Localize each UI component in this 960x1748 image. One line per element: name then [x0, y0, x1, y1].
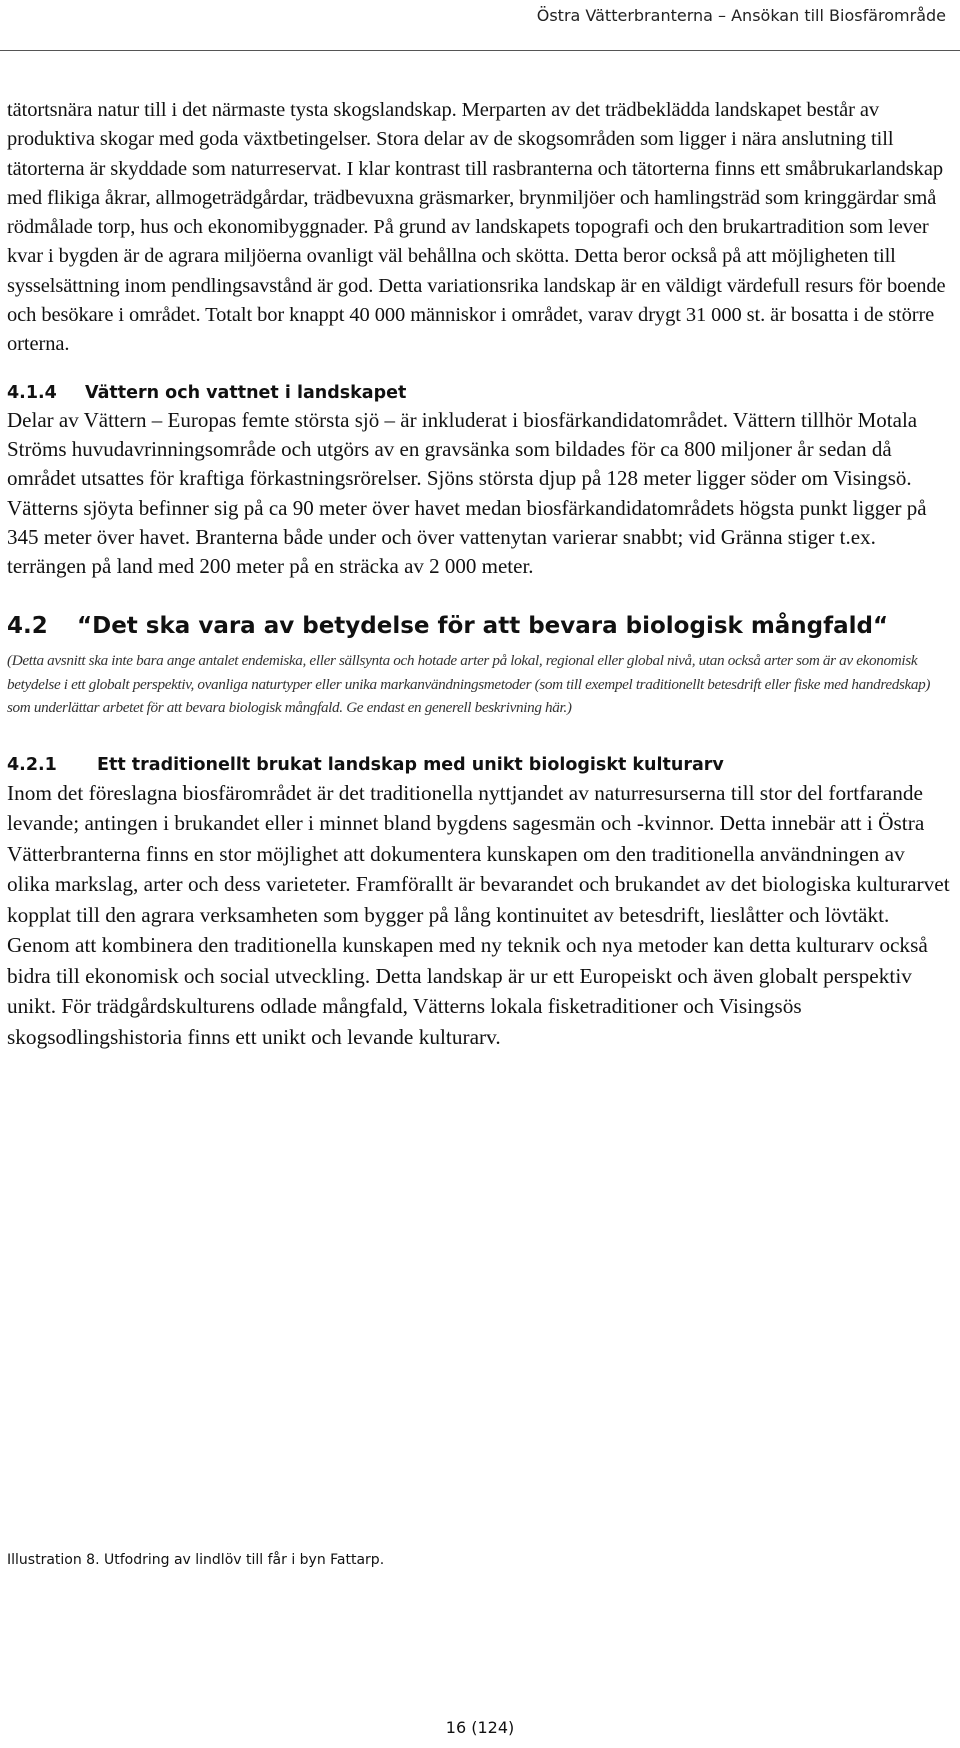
section-heading-4-2: [7, 609, 952, 643]
section-title: Vättern och vattnet i landskapet: [85, 382, 407, 403]
illustration-caption: Illustration 8. Utfodring av lindlöv till får i byn Fattarp.: [7, 1552, 385, 1568]
section-4-1-4-paragraph: Delar av Vättern – Europas femte största sjö – är inkluderat i biosfärkandidatområdet. Vättern tillhör Motala Ströms huvudavrinningsområde och utgörs av en gravsänka som bildades för ca 800 miljoner år sedan då området utsattes för kraftiga förkastningsrörelser. Sjöns största djup på 128 meter ligger söder om Visingsö. Vätterns sjöyta befinner sig på ca 90 meter över havet medan biosfärkandidatområdets högsta punkt ligger på 345 meter över havet. Branterna både under och över vattenytan varierar snabbt; vid Gränna stiger t.ex. terrängen på land med 200 meter på en sträcka av 2 000 meter.: [7, 407, 927, 579]
section-title: “Det ska vara av betydelse för att bevara biologisk mångfald“: [77, 613, 889, 640]
document-body: [7, 96, 952, 1052]
header-title: Östra Vätterbranterna – Ansökan till Biosfärområde: [536, 6, 946, 25]
section-number: 4.2.1: [7, 754, 57, 775]
section-4-2-1-paragraph: Inom det föreslagna biosfärområdet är det traditionella nyttjandet av naturresurserna till stor del fortfarande levande; antingen i brukandet eller i minnet bland bygdens sagesmän och -kvinnor. Detta innebär att i Östra Vätterbranterna finns en stor möjlighet att dokumentera kunskapen om den traditionella användningen av olika markslag, arter och dess varieteter. Framförallt är bevarandet och brukandet av det biologiska kulturarvet kopplat till den agrara verksamheten som bygger på lång kontinuitet av betesdrift, lieslåtter och lövtäkt. Genom att kombinera den traditionella kunskapen med ny teknik och nya metoder kan detta kulturarv också bidra till ekonomisk och social utveckling. Detta landskap är ur ett Europeiskt och även globalt perspektiv unikt. För trädgårdskulturens odlade mångfald, Vätterns lokala fisketraditioner och Visingsös skogsodlingshistoria finns ett unikt och levande kulturarv.: [7, 780, 950, 1049]
page-header: [0, 0, 960, 51]
intro-paragraph: tätortsnära natur till i det närmaste tysta skogslandskap. Merparten av det trädbeklädda landskapet består av produktiva skogar med goda växtbetingelser. Stora delar av de skogsområden som ligger i nära anslutning till tätorterna är skyddade som naturreservat. I klar kontrast till rasbranterna och tätorterna finns ett småbrukarlandskap med flikiga åkrar, allmogeträdgårdar, trädbevuxna gräsmarker, brynmiljöer och hamlingsträd som kringgärdar små rödmålade torp, hus och ekonomibyggnader. På grund av landskapets topografi och den brukartradition som lever kvar i bygden är de agrara miljöerna ovanligt väl behållna och skötta. Detta beror också på att möjligheten till sysselsättning inom pendlingsavstånd är god. Detta variationsrika landskap är en väldigt värdefull resurs för boende och besökare i området. Totalt bor knappt 40 000 människor i området, varav drygt 31 000 st. är bosatta i de större orterna.: [7, 99, 946, 356]
section-number: 4.1.4: [7, 382, 57, 403]
section-title: Ett traditionellt brukat landskap med unikt biologiskt kulturarv: [97, 754, 724, 775]
section-number: 4.2: [7, 613, 48, 640]
section-4-2-note: (Detta avsnitt ska inte bara ange antalet endemiska, eller sällsynta och hotade arter på lokal, regional eller global nivå, utan också arter som är av ekonomisk betydelse i ett globalt perspektiv, ovanliga naturtyper eller unika markanvändningsmetoder (som till exempel traditionellt betesdrift eller fiske med handredskap) som underlättar arbetet för att bevara biologisk mångfald. Ge endast en generell beskrivning här.): [7, 652, 931, 717]
section-heading-4-1-4: [7, 380, 952, 406]
page-number: 16 (124): [445, 1718, 515, 1737]
section-heading-4-2-1: [7, 752, 952, 778]
